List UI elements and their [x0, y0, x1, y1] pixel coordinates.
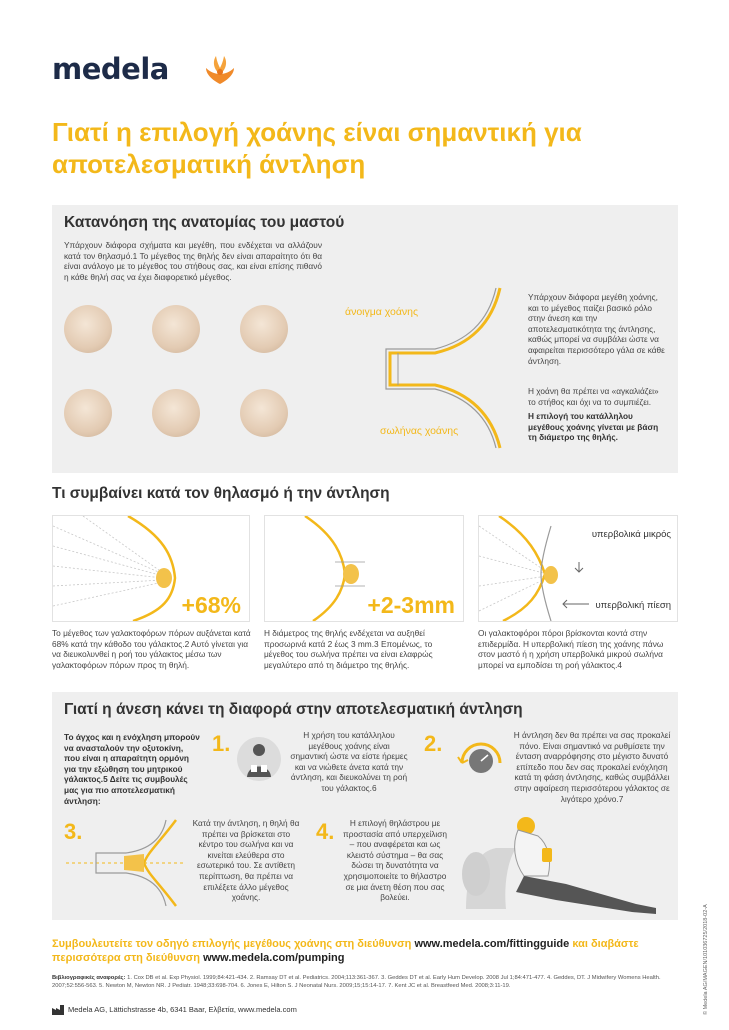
ducts-text: Το μέγεθος των γαλακτοφόρων πόρων αυξάνεται κατά 68% κατά την κάθοδο του γάλακτος.2 Αυτό γίνεται για να διευκολυνθεί η ροή του γάλακτος μέσω των γαλακτοφόρων πόρων προς τη θηλή. — [52, 628, 251, 670]
anatomy-intro: Υπάρχουν διάφορα σχήματα και μεγέθη, που ενδέχεται να αλλάζουν κατά τον θηλασμό.1 Το μέγεθος της θηλής δεν είναι απαραίτητο ότι θα είναι ανάλογο με το μέγεθος του στήθους σας, και είναι επίσης πιθανό η κάθε θηλή σας να έχει διαφορετικό μέγεθος. — [64, 240, 322, 282]
hug-text: Η χοάνη θα πρέπει να «αγκαλιάζει» το στήθος και όχι να το συμπιέζει. — [528, 386, 659, 407]
factory-icon — [52, 1005, 64, 1015]
nipple-card — [264, 515, 464, 622]
breast-shape-image — [240, 305, 288, 353]
relaxed-mother-illustration — [456, 804, 666, 919]
step-1-text: Η χρήση του κατάλληλου μεγέθους χοάνης είναι σημαντική ώστε να είστε ήρεμες και να νιώθετε άνετα κατά την άντληση, και διευκολύνει τη ροή του γάλακτος.6 — [290, 730, 408, 793]
cta-text-1: Συμβουλευτείτε τον οδηγό επιλογής μεγέθους χοάνης στη διεύθυνση — [52, 938, 412, 950]
fitting-guide-link[interactable]: www.medela.com/fittingguide — [414, 938, 570, 950]
headline: Γιατί η επιλογή χοάνης είναι σημαντική για αποτελεσματική άντληση — [52, 117, 582, 179]
excess-pressure-label: υπερβολική πίεση — [595, 600, 671, 611]
references — [52, 974, 692, 990]
step-1-number: 1. — [212, 731, 231, 756]
fitting-guide-cta — [52, 937, 692, 965]
step-4-number: 4. — [316, 819, 335, 844]
step-3-text: Κατά την άντληση, η θηλή θα πρέπει να βρίσκεται στο κέντρο του σωλήνα και να κινείται ελεύθερα στο εσωτερικό του. Σε αντίθετη περίπτωση, θα πρέπει να επιλέξετε άλλο μέγεθος χοάνης. — [192, 818, 300, 903]
nipple-value: +2-3mm — [367, 592, 455, 618]
mother-baby-icon — [236, 735, 282, 783]
sizes-text: Υπάρχουν διάφορα μεγέθη χοάνης, και το μέγεθος παίζει βασικό ρόλο στην άνεση και την αποτελεσματικότητα της άντλησης, καθώς μπορεί να συμβάλει ώστε να αφαιρείται περισσότερο γάλα σε κάθε άντληση. — [528, 292, 665, 366]
opening-label: άνοιγμα χοάνης — [345, 306, 419, 318]
step-2-text: Η άντληση δεν θα πρέπει να σας προκαλεί πόνο. Είναι σημαντικό να ρυθμίσετε την ένταση αναρρόφησης στο μέγιστο δυνατό επίπεδο που δεν σας προκαλεί ενόχληση κατά τη φάση άντλησης, καθώς συμβάλλει στην αφαίρεση περισσότερου γάλακτος σε λιγότερο χρόνο.7 — [513, 730, 671, 804]
breast-shape-image — [240, 389, 288, 437]
breast-shape-image — [152, 305, 200, 353]
references-label: Βιβλιογραφικές αναφορές: — [52, 975, 126, 981]
nipple-text: Η διάμετρος της θηλής ενδέχεται να αυξηθεί προσωρινά κατά 2 έως 3 mm.3 Επομένως, το μέγεθος του σωλήνα πρέπει να είναι ελαφρώς μεγαλύτερο από τη διάμετρο της θηλής. — [264, 628, 433, 670]
suction-dial-icon — [456, 733, 506, 781]
too-small-label: υπερβολικά μικρός — [591, 529, 671, 540]
step-4-text: Η επιλογή θηλάστρου με προστασία από υπερχείλιση – που αναφέρεται και ως κλειστό σύστημα – θα σας δώσει τη δυνατότητα να χρησιμοποιείτε το θήλαστρο σε μια άνετη θέση που σας βολεύει. — [343, 818, 447, 903]
breast-shapes-grid — [64, 305, 314, 461]
flame-logo-icon — [200, 50, 240, 88]
ducts-card — [52, 515, 250, 622]
pressure-card — [478, 515, 678, 622]
pressure-text: Οι γαλακτοφόροι πόροι βρίσκονται κοντά στην επιδερμίδα. Η υπερβολική πίεση της χοάνης πάνω στον μαστό ή η χρήση υπερβολικά μικρού σωλήνα μπορεί να εμποδίσει τη ροή γάλακτος.4 — [478, 628, 664, 670]
cta-text-2: και διαβάστε περισσότερα στη διεύθυνση — [52, 938, 639, 964]
step-2-number: 2. — [424, 731, 443, 756]
nipple-centered-icon — [66, 818, 186, 908]
anatomy-title: Κατανόηση της ανατομίας του μαστού — [64, 214, 345, 231]
breast-shape-image — [64, 305, 112, 353]
comfort-title: Γιατί η άνεση κάνει τη διαφορά στην αποτελεσματική άντληση — [64, 701, 523, 718]
document-code: © Medela AG/MAGEN/101036725/2018-02-A — [703, 904, 709, 1015]
comfort-intro: Το άγχος και η ενόχληση μπορούν να ανασταλούν την οξυτοκίνη, που είναι η απαραίτητη ορμόνη για την εξώθηση του μητρικού γάλακτος.5 Δείτε τις συμβουλές μας για πιο αποτελεσματική άντληση: — [64, 732, 200, 806]
pumping-link[interactable]: www.medela.com/pumping — [203, 952, 345, 964]
breast-shape-image — [152, 389, 200, 437]
tunnel-label: σωλήνας χοάνης — [380, 425, 459, 437]
step-3-number: 3. — [64, 819, 83, 844]
pumping-title: Τι συμβαίνει κατά τον θηλασμό ή την άντληση — [52, 485, 390, 502]
ducts-value: +68% — [181, 592, 241, 618]
medela-logo: medela — [52, 52, 169, 86]
references-text: 1. Cox DB et al. Exp Physiol. 1999;84:421-434. 2. Ramsay DT et al. Pediatrics. 2004;113:361-367. 3. Geddes DT et al. Early Hum Develop. 2008 Jul 1;84:471-477. 4. Geddes, DT. J Midwifery Womens Health. 2007;52:556-563. 5. Newton M, Newton NR. J Pediatr. 1948;33:698-704. 6. Jones E, Hilton S. J Neonatal Nurs. 2009;15;15:14-17. 7. Kent JC et al. Breastfeed Med. 2008;3:11-19. — [52, 975, 661, 989]
breast-shape-image — [64, 389, 112, 437]
company-address: Medela AG, Lättichstrasse 4b, 6341 Baar, Ελβετία, www.medela.com — [68, 1005, 297, 1014]
diameter-text: Η επιλογή του κατάλληλου μεγέθους χοάνης γίνεται με βάση τη διάμετρο της θηλής. — [528, 411, 659, 443]
